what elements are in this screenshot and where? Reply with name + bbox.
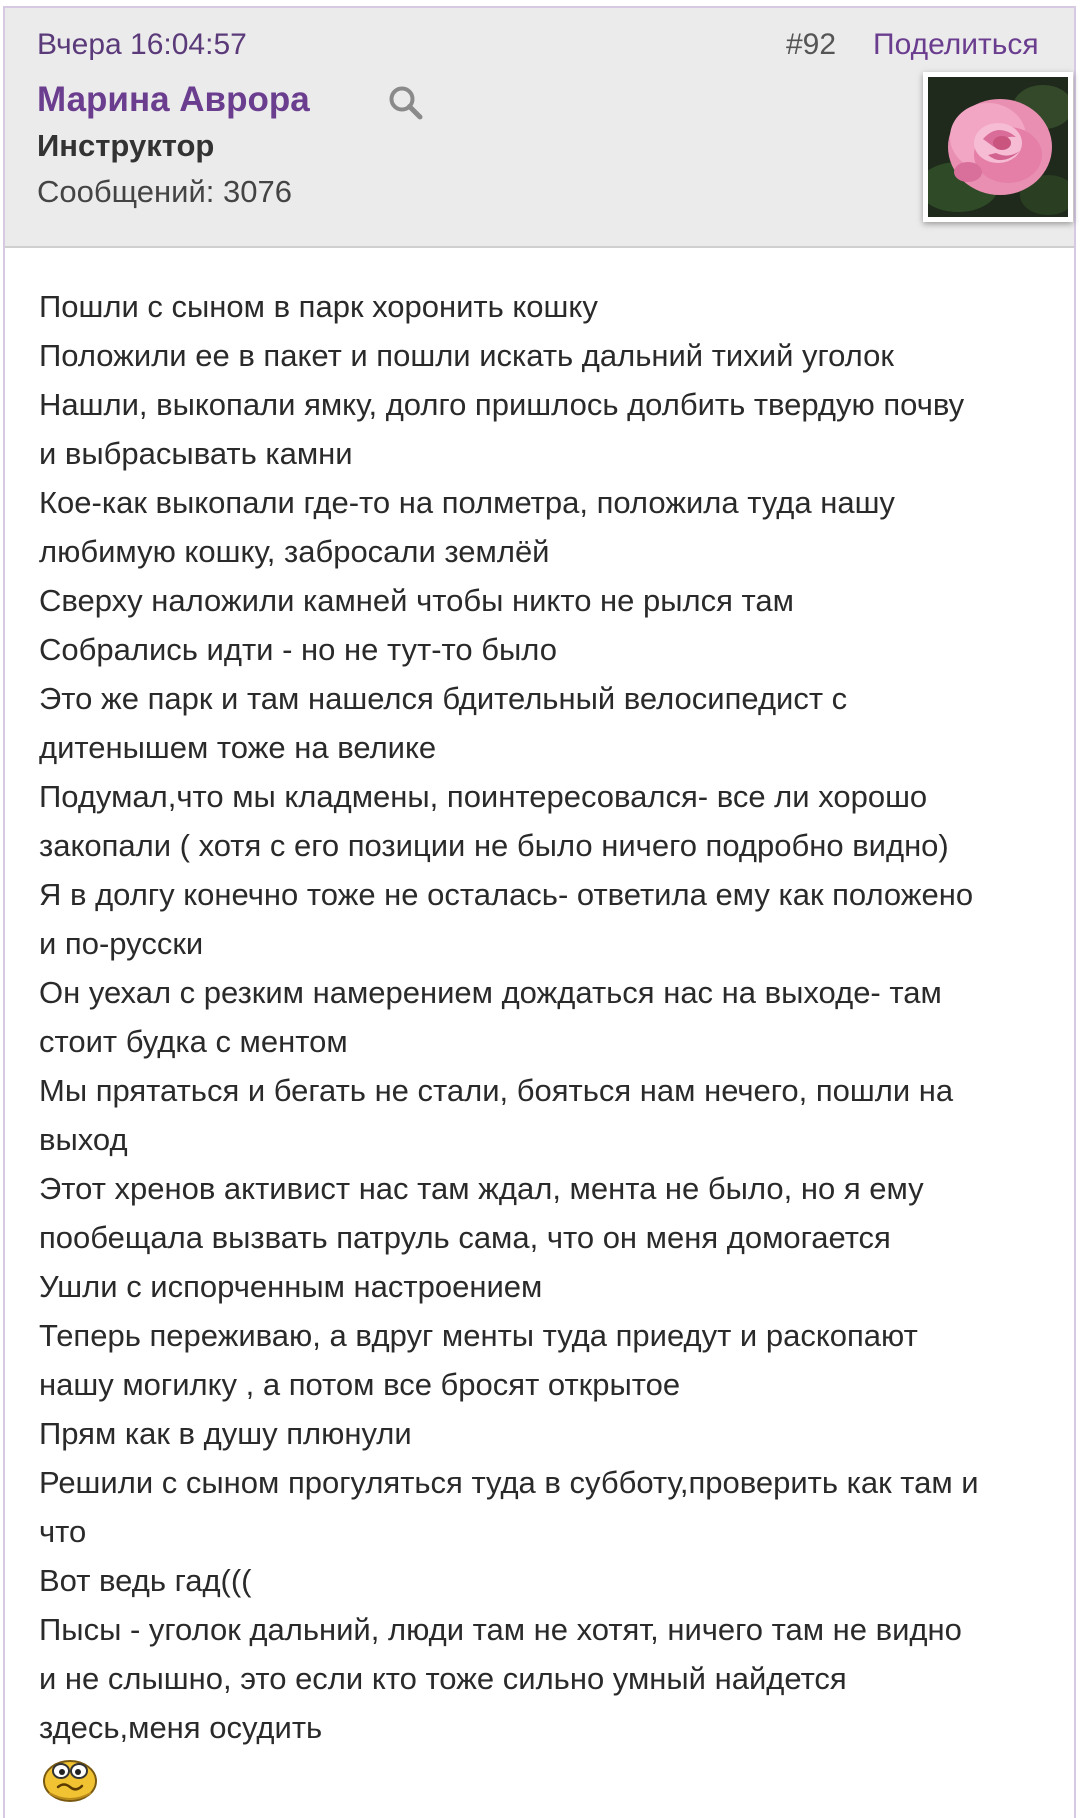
post-text-line: Этот хренов активист нас там ждал, мента не было, но я ему	[39, 1171, 924, 1206]
post-header	[5, 8, 1074, 248]
post-text-line: дитенышем тоже на велике	[39, 730, 437, 765]
post-text-line: Решили с сыном прогуляться туда в субботу,проверить как там и	[39, 1465, 979, 1500]
post-text-line: Пысы - уголок дальний, люди там не хотят, ничего там не видно	[39, 1612, 962, 1647]
post-text-line: Вот ведь гад(((	[39, 1563, 252, 1598]
avatar[interactable]	[923, 72, 1073, 222]
post-text-line: стоит будка с ментом	[39, 1024, 348, 1059]
post-text-line: и выбрасывать камни	[39, 436, 353, 471]
post-text-line: здесь,меня осудить	[39, 1710, 323, 1745]
post-text-line: Собрались идти - но не тут-то было	[39, 632, 557, 667]
post-text-line: выход	[39, 1122, 128, 1157]
rose-avatar-image	[928, 77, 1068, 217]
post-text-line: нашу могилку , а потом все бросят открытое	[39, 1367, 681, 1402]
post-text-line: Ушли с испорченным настроением	[39, 1269, 543, 1304]
post-text-line: Пошли с сыном в парк хоронить кошку	[39, 289, 598, 324]
post-text-line: Положили ее в пакет и пошли искать дальний тихий уголок	[39, 338, 894, 373]
author-role: Инструктор	[37, 128, 215, 163]
author-post-count: Сообщений: 3076	[37, 174, 292, 209]
post-text-line: и по-русски	[39, 926, 204, 961]
post-text-line: Теперь переживаю, а вдруг менты туда приедут и раскопают	[39, 1318, 918, 1353]
post-text-line: и не слышно, это если кто тоже сильно умный найдется	[39, 1661, 847, 1696]
post-text-line: Кое-как выкопали где-то на полметра, положила туда нашу	[39, 485, 895, 520]
post-text-line: закопали ( хотя с его позиции не было ничего подробно видно)	[39, 828, 949, 863]
share-link[interactable]: Поделиться	[873, 28, 1039, 61]
search-icon[interactable]	[387, 84, 425, 122]
post-body	[39, 282, 1054, 1752]
post-text-line: пообещала вызвать патруль сама, что он меня домогается	[39, 1220, 891, 1255]
post-text-line: Прям как в душу плюнули	[39, 1416, 412, 1451]
smiley-emoji-icon	[41, 1753, 99, 1803]
author-name[interactable]: Марина Аврора	[37, 80, 310, 119]
post-text-line: Сверху наложили камней чтобы никто не рылся там	[39, 583, 794, 618]
post-number[interactable]: #92	[786, 28, 837, 61]
post-text-line: любимую кошку, забросали землёй	[39, 534, 550, 569]
post-text-line: Мы прятаться и бегать не стали, бояться нам нечего, пошли на	[39, 1073, 954, 1108]
post-text-line: Я в долгу конечно тоже не осталась- ответила ему как положено	[39, 877, 974, 912]
post-date: Вчера 16:04:57	[37, 28, 247, 61]
forum-post	[3, 6, 1076, 1818]
post-text-line: что	[39, 1514, 87, 1549]
post-text-line: Нашли, выкопали ямку, долго пришлось долбить твердую почву	[39, 387, 965, 422]
post-text-line: Это же парк и там нашелся бдительный велосипедист с	[39, 681, 848, 716]
post-text-line: Он уехал с резким намерением дождаться нас на выходе- там	[39, 975, 942, 1010]
post-text-line: Подумал,что мы кладмены, поинтересовался- все ли хорошо	[39, 779, 928, 814]
